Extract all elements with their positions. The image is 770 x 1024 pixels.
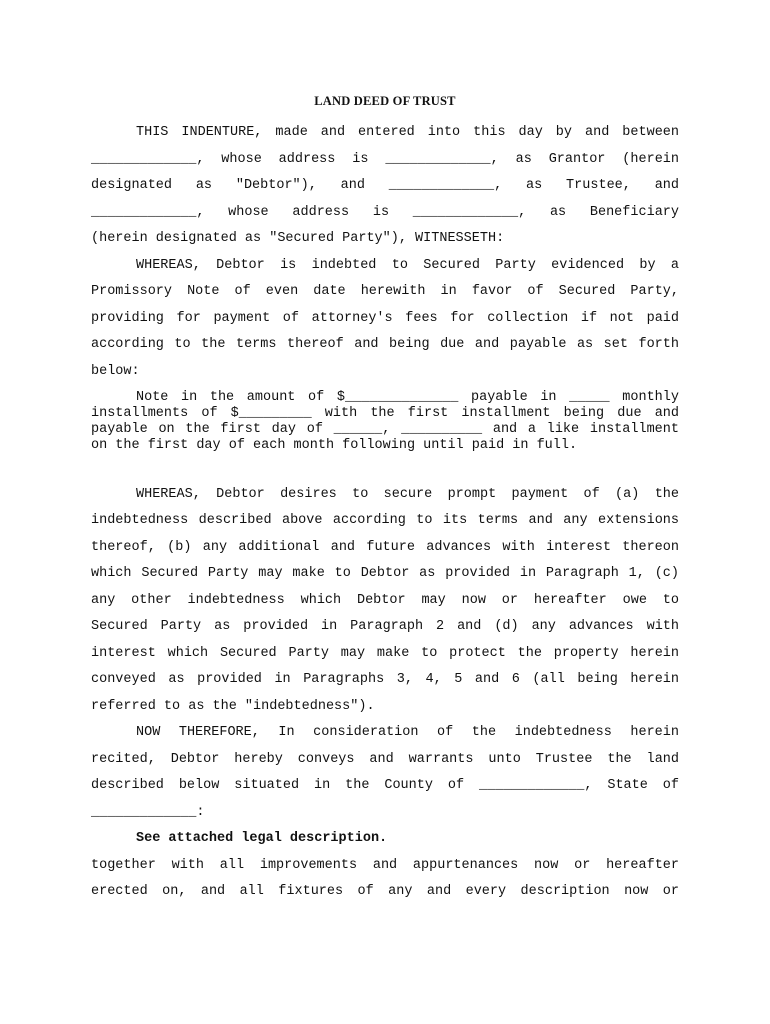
text-line: thereof, (b) any additional and future advances with interest thereon <box>91 540 679 555</box>
text-line: NOW THEREFORE, In consideration of the indebtedness herein <box>136 725 679 740</box>
note-line: installments of $_________ with the first installment being due and <box>91 406 679 421</box>
text-line: described below situated in the County of _____________, State of <box>91 778 679 793</box>
text-line: WHEREAS, Debtor desires to secure prompt payment of (a) the <box>136 487 679 502</box>
text-line: any other indebtedness which Debtor may now or hereafter owe to <box>91 593 679 608</box>
text-line: conveyed as provided in Paragraphs 3, 4, 5 and 6 (all being herein <box>91 672 679 687</box>
text-line: according to the terms thereof and being due and payable as set forth <box>91 337 679 352</box>
text-line: referred to as the "indebtedness"). <box>91 699 375 714</box>
text-line: together with all improvements and appurtenances now or hereafter <box>91 858 679 873</box>
text-line: _____________: <box>91 805 205 820</box>
document-title: LAND DEED OF TRUST <box>314 94 456 108</box>
text-line: Secured Party as provided in Paragraph 2 and (d) any advances with <box>91 619 679 634</box>
text-line: below: <box>91 364 140 379</box>
text-line: which Secured Party may make to Debtor as provided in Paragraph 1, (c) <box>91 566 679 581</box>
legal-description-note: See attached legal description. <box>136 831 388 846</box>
text-line: Promissory Note of even date herewith in favor of Secured Party, <box>91 284 679 299</box>
text-line: _____________, whose address is _____________, as Beneficiary <box>91 205 679 220</box>
note-line: payable on the first day of ______, __________ and a like installment <box>91 422 679 437</box>
note-line: Note in the amount of $______________ payable in _____ monthly <box>136 390 679 405</box>
text-line: WHEREAS, Debtor is indebted to Secured Party evidenced by a <box>136 258 679 273</box>
text-line: _____________, whose address is _____________, as Grantor (herein <box>91 152 679 167</box>
note-line: on the first day of each month following until paid in full. <box>91 438 578 453</box>
text-line: (herein designated as "Secured Party"), WITNESSETH: <box>91 231 505 246</box>
text-line: interest which Secured Party may make to protect the property herein <box>91 646 679 661</box>
text-line: THIS INDENTURE, made and entered into this day by and between <box>136 125 679 140</box>
text-line: indebtedness described above according to its terms and any extensions <box>91 513 679 528</box>
text-line: designated as "Debtor"), and _____________, as Trustee, and <box>91 178 679 193</box>
text-line: erected on, and all fixtures of any and every description now or <box>91 884 679 899</box>
text-line: providing for payment of attorney's fees for collection if not paid <box>91 311 679 326</box>
text-line: recited, Debtor hereby conveys and warrants unto Trustee the land <box>91 752 679 767</box>
